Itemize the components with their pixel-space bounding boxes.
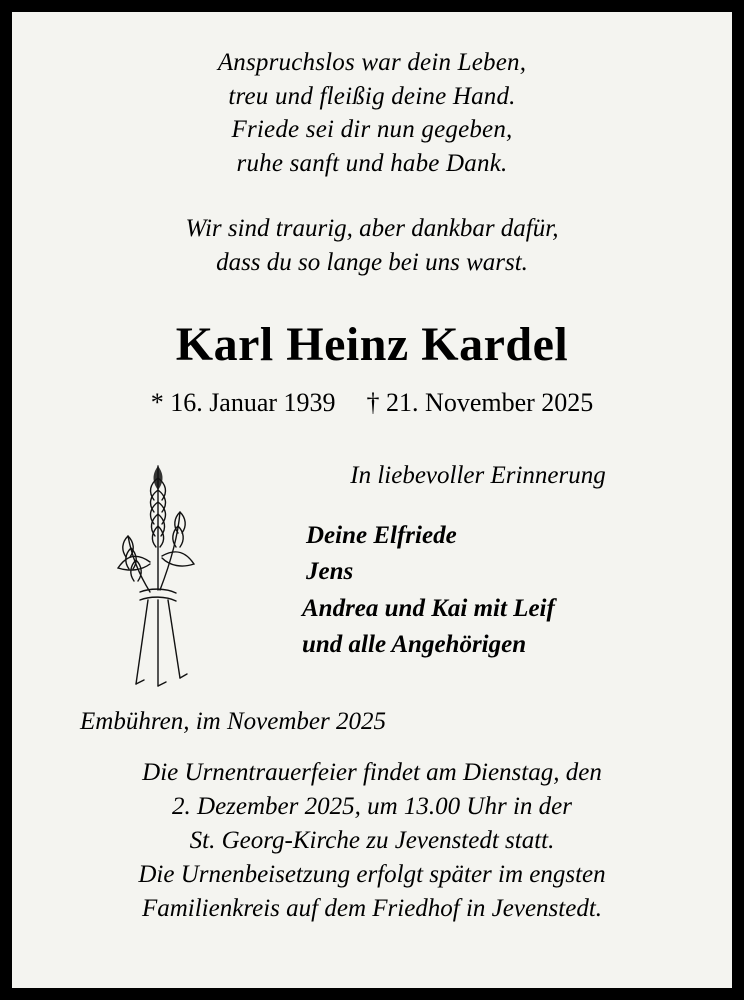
- verse-line-4: ruhe sanft und habe Dank.: [236, 149, 508, 177]
- ceremony-line-1: Die Urnentrauerfeier findet am Dienstag, den: [142, 759, 602, 786]
- survivor-line-4: und alle Angehörigen: [302, 630, 527, 658]
- middle-section: [12, 440, 732, 698]
- family-block: [258, 462, 698, 663]
- survivor-line-2: Jens: [306, 558, 354, 586]
- verse-poem: [12, 46, 732, 180]
- wheat-sheaf-icon: [84, 440, 214, 695]
- death-date: † 21. November 2025: [366, 388, 594, 417]
- gratitude-line-2: dass du so lange bei uns warst.: [216, 248, 528, 276]
- verse-line-1: Anspruchslos war dein Leben,: [217, 49, 527, 76]
- gratitude-text: [12, 212, 732, 279]
- deceased-name: Karl Heinz Kardel: [175, 318, 569, 371]
- survivors-list: [258, 518, 698, 663]
- verse-line-2: treu und fleißig deine Hand.: [228, 82, 516, 110]
- ceremony-line-5: Familienkreis auf dem Friedhof in Jevenstedt.: [141, 895, 603, 922]
- ceremony-line-4: Die Urnenbeisetzung erfolgt später im engsten: [138, 861, 606, 888]
- life-dates: [12, 388, 732, 418]
- survivor-line-1: Deine Elfriede: [306, 522, 457, 549]
- birth-date: * 16. Januar 1939: [150, 388, 336, 417]
- survivor-line-3: Andrea und Kai mit Leif: [302, 594, 555, 622]
- memory-line: In liebevoller Erinnerung: [350, 462, 606, 489]
- ceremony-line-2: 2. Dezember 2025, um 13.00 Uhr in der: [172, 793, 572, 820]
- place-and-date: Embühren, im November 2025: [80, 708, 386, 735]
- ceremony-line-3: St. Georg-Kirche zu Jevenstedt statt.: [189, 827, 555, 854]
- gratitude-line-1: Wir sind traurig, aber dankbar dafür,: [185, 215, 559, 242]
- obituary-notice: [12, 12, 732, 988]
- verse-line-3: Friede sei dir nun gegeben,: [231, 116, 513, 143]
- ceremony-details: [12, 756, 732, 926]
